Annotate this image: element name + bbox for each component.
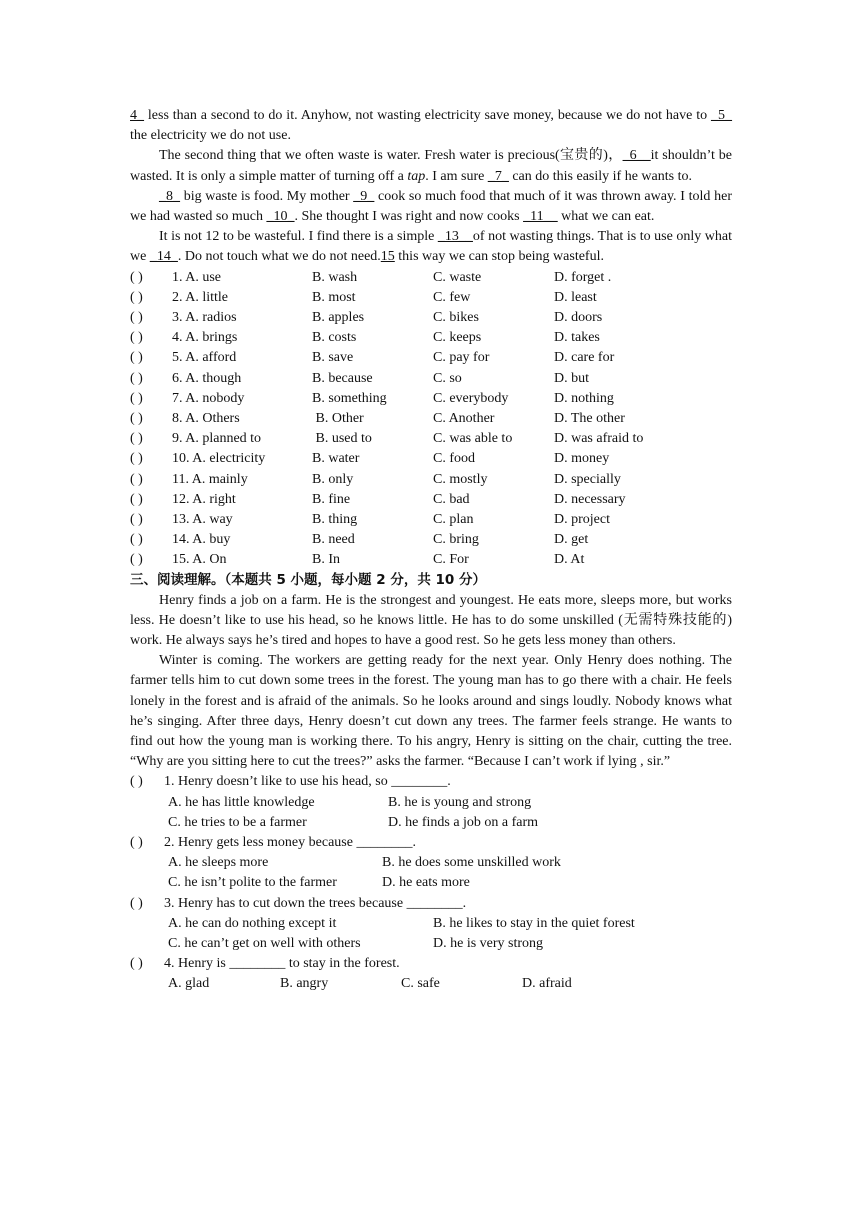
option-c: C. pay for bbox=[433, 350, 490, 366]
cloze-text: . I am sure bbox=[425, 168, 488, 184]
option-row bbox=[130, 793, 732, 813]
option-b: B. water bbox=[312, 451, 360, 467]
option-d: D. nothing bbox=[554, 390, 614, 406]
option-a: 3. A. radios bbox=[172, 310, 237, 325]
option-d: D. but bbox=[554, 370, 589, 386]
cloze-text: it shouldn’t be wasted. It is only a simple matter of turning off a bbox=[130, 148, 732, 184]
option-b: B. something bbox=[312, 390, 387, 406]
option-d: D. forget . bbox=[554, 269, 612, 285]
question-row bbox=[130, 530, 732, 550]
cloze-text: The second thing that we often waste is water. Fresh water is precious(宝贵的)， bbox=[159, 148, 623, 164]
option-a: 1. A. use bbox=[172, 269, 221, 285]
option-d: D. get bbox=[554, 532, 589, 548]
cloze-paragraph-3 bbox=[130, 187, 732, 227]
option-c: C. bad bbox=[433, 491, 470, 507]
option-d: D. least bbox=[554, 289, 597, 305]
question-text: 2. Henry gets less money because ________. bbox=[164, 835, 416, 851]
blank-15: 15 bbox=[380, 249, 395, 265]
option-d: D. At bbox=[554, 552, 585, 568]
italic-word: tap bbox=[407, 168, 426, 184]
question-row bbox=[130, 308, 732, 328]
option-row bbox=[130, 853, 732, 873]
option-row bbox=[130, 914, 732, 934]
option-d: D. he is very strong bbox=[433, 935, 544, 951]
answer-paren: ( ) bbox=[130, 310, 143, 325]
reading-paragraph-2: Winter is coming. The workers are getting ready for the next year. Only Henry does nothing. The farmer tells him to cut down some trees in the forest. The young man has to go there with a chair. He feels lonely in the forest and is afraid of the animals. So he looks around and sings loudly. Nobody knows what he’s singing. After three days, Henry doesn’t cut down any trees. The farmer feels strange. He wants to find out how the young man is working there. To his angry, Henry is sitting on the chair, cutting the tree. “Why are you sitting here to cut the trees?” asks the farmer. “Because I can’t work if lying , sir.” bbox=[130, 653, 732, 770]
reading-paragraph-1: Henry finds a job on a farm. He is the strongest and youngest. He eats more, sleeps more, but works less. He doesn’t like to use his head, so he knows little. He has to do some unskilled (无需特殊技能的) work. He always says he’s tired and hopes to have a good rest. So he gets less money than others. bbox=[130, 592, 732, 649]
question-text: 3. Henry has to cut down the trees because ________. bbox=[164, 895, 467, 911]
option-b: B. save bbox=[312, 350, 354, 366]
blank-5: _5_ bbox=[711, 108, 732, 123]
blank-11: _11__ bbox=[523, 209, 558, 225]
answer-paren: ( ) bbox=[130, 895, 143, 911]
option-c: C. keeps bbox=[433, 330, 482, 346]
option-b: B. In bbox=[312, 552, 340, 568]
option-d: D. doors bbox=[554, 310, 603, 325]
cloze-text: can do this easily if he wants to. bbox=[508, 168, 692, 184]
cloze-question-list bbox=[130, 268, 732, 571]
option-d: D. was afraid to bbox=[554, 431, 644, 447]
answer-paren: ( ) bbox=[130, 330, 143, 346]
option-a: 13. A. way bbox=[172, 511, 233, 527]
option-b: B. only bbox=[312, 471, 354, 487]
option-b: B. he does some unskilled work bbox=[382, 855, 561, 871]
question-row bbox=[130, 389, 732, 409]
question-text: 4. Henry is ________ to stay in the forest. bbox=[164, 956, 400, 972]
option-d: D. specially bbox=[554, 471, 621, 487]
option-c: C. he can’t get on well with others bbox=[168, 935, 361, 951]
blank-13: _13__ bbox=[437, 229, 473, 245]
question-stem bbox=[130, 954, 732, 974]
option-c: C. was able to bbox=[433, 431, 513, 447]
option-c: C. Another bbox=[433, 410, 495, 426]
option-b: B. thing bbox=[312, 511, 358, 527]
option-b: B. he is young and strong bbox=[388, 794, 532, 810]
cloze-text: big waste is food. My mother bbox=[180, 188, 354, 204]
option-b: B. angry bbox=[280, 976, 329, 992]
option-d: D. afraid bbox=[522, 976, 572, 992]
cloze-text: the electricity we do not use. bbox=[130, 128, 291, 144]
option-b: B. fine bbox=[312, 491, 351, 507]
option-a: 14. A. buy bbox=[172, 532, 231, 548]
option-d: D. he eats more bbox=[382, 875, 470, 891]
option-d: D. takes bbox=[554, 330, 600, 346]
question-row bbox=[130, 550, 732, 570]
option-row bbox=[130, 873, 732, 893]
option-c: C. bikes bbox=[433, 310, 479, 325]
option-c: C. he tries to be a farmer bbox=[168, 814, 307, 830]
question-row bbox=[130, 348, 732, 368]
option-a: A. he sleeps more bbox=[168, 855, 269, 871]
question-row bbox=[130, 268, 732, 288]
option-c: C. bring bbox=[433, 532, 479, 548]
question-stem bbox=[130, 772, 732, 792]
question-row bbox=[130, 449, 732, 469]
answer-paren: ( ) bbox=[130, 471, 143, 487]
cloze-paragraph-2 bbox=[130, 146, 732, 186]
option-c: C. he isn’t polite to the farmer bbox=[168, 875, 337, 891]
answer-paren: ( ) bbox=[130, 552, 143, 568]
reading-question-list bbox=[130, 772, 732, 994]
option-d: D. care for bbox=[554, 350, 615, 366]
question-row bbox=[130, 429, 732, 449]
question-stem bbox=[130, 894, 732, 914]
option-c: C. safe bbox=[401, 976, 440, 992]
cloze-text: . She thought I was right and now cooks bbox=[294, 209, 524, 225]
cloze-paragraph-4 bbox=[130, 227, 732, 267]
blank-4: 4_ bbox=[130, 108, 144, 123]
option-a: 15. A. On bbox=[172, 552, 227, 568]
question-row bbox=[130, 328, 732, 348]
option-d: D. he finds a job on a farm bbox=[388, 814, 539, 830]
option-c: C. waste bbox=[433, 269, 482, 285]
answer-paren: ( ) bbox=[130, 491, 143, 507]
option-c: C. everybody bbox=[433, 390, 509, 406]
answer-paren: ( ) bbox=[130, 532, 143, 548]
option-a: 4. A. brings bbox=[172, 330, 238, 346]
option-b: B. because bbox=[312, 370, 373, 386]
cloze-text: . Do not touch what we do not need. bbox=[177, 249, 381, 265]
option-a: 12. A. right bbox=[172, 491, 236, 507]
option-b: B. need bbox=[312, 532, 355, 548]
option-a: 9. A. planned to bbox=[172, 431, 262, 447]
cloze-text: It is not 12 to be wasteful. I find there is a simple bbox=[159, 229, 438, 245]
question-stem bbox=[130, 833, 732, 853]
option-b: B. apples bbox=[312, 310, 365, 325]
option-row bbox=[130, 934, 732, 954]
blank-14: _14_ bbox=[149, 249, 178, 265]
document-content bbox=[130, 106, 732, 995]
blank-8: _8_ bbox=[159, 188, 180, 204]
option-a: A. he can do nothing except it bbox=[168, 915, 337, 931]
section-title: 三、阅读理解。（本题共 5 小题，每小题 2 分，共 10 分） bbox=[130, 572, 487, 589]
question-text: 1. Henry doesn’t like to use his head, so ________. bbox=[164, 774, 451, 790]
option-b: B. costs bbox=[312, 330, 357, 346]
option-c: C. mostly bbox=[433, 471, 488, 487]
option-b: B. Other bbox=[312, 410, 364, 426]
answer-paren: ( ) bbox=[130, 511, 143, 527]
option-d: D. The other bbox=[554, 410, 625, 426]
blank-9: _9_ bbox=[353, 188, 375, 204]
option-a: 5. A. afford bbox=[172, 350, 237, 366]
answer-paren: ( ) bbox=[130, 269, 143, 285]
cloze-text: what we can eat. bbox=[557, 209, 655, 225]
question-row bbox=[130, 369, 732, 389]
question-row bbox=[130, 510, 732, 530]
option-a: 11. A. mainly bbox=[172, 471, 248, 487]
answer-paren: ( ) bbox=[130, 956, 143, 972]
option-d: D. money bbox=[554, 451, 610, 467]
answer-paren: ( ) bbox=[130, 370, 143, 386]
cloze-text: this way we can stop being wasteful. bbox=[394, 249, 604, 265]
option-b: B. wash bbox=[312, 269, 358, 285]
cloze-text: of not wasting things. That is to use only what we bbox=[130, 229, 732, 265]
option-c: C. few bbox=[433, 289, 471, 305]
answer-paren: ( ) bbox=[130, 350, 143, 366]
option-d: D. necessary bbox=[554, 491, 626, 507]
question-row bbox=[130, 490, 732, 510]
answer-paren: ( ) bbox=[130, 835, 143, 851]
question-row bbox=[130, 288, 732, 308]
option-c: C. food bbox=[433, 451, 475, 467]
answer-paren: ( ) bbox=[130, 774, 143, 790]
question-row bbox=[130, 409, 732, 429]
option-a: 10. A. electricity bbox=[172, 451, 266, 467]
option-c: C. plan bbox=[433, 511, 474, 527]
option-b: B. most bbox=[312, 289, 356, 305]
answer-paren: ( ) bbox=[130, 289, 143, 305]
answer-paren: ( ) bbox=[130, 390, 143, 406]
option-a: 7. A. nobody bbox=[172, 390, 245, 406]
blank-7: _7_ bbox=[487, 168, 509, 184]
answer-paren: ( ) bbox=[130, 451, 143, 467]
cloze-text: cook so much food that much of it was thrown away. I told her we had wasted so much bbox=[130, 188, 732, 225]
option-row bbox=[130, 813, 732, 833]
option-a: 6. A. though bbox=[172, 370, 242, 386]
option-a: 8. A. Others bbox=[172, 410, 240, 426]
cloze-paragraph-1 bbox=[130, 106, 732, 146]
option-d: D. project bbox=[554, 511, 610, 527]
blank-6: _6__ bbox=[622, 148, 651, 164]
question-row bbox=[130, 470, 732, 490]
blank-10: _10_ bbox=[266, 209, 295, 225]
option-row bbox=[130, 974, 732, 994]
answer-paren: ( ) bbox=[130, 431, 143, 447]
cloze-text: less than a second to do it. Anyhow, not wasting electricity save money, because we do not have to bbox=[144, 108, 711, 123]
option-a: 2. A. little bbox=[172, 289, 228, 305]
option-a: A. glad bbox=[168, 976, 210, 992]
answer-paren: ( ) bbox=[130, 410, 143, 426]
option-b: B. used to bbox=[312, 431, 372, 447]
option-c: C. so bbox=[433, 370, 462, 386]
option-c: C. For bbox=[433, 552, 469, 568]
option-b: B. he likes to stay in the quiet forest bbox=[433, 915, 635, 931]
option-a: A. he has little knowledge bbox=[168, 794, 315, 810]
